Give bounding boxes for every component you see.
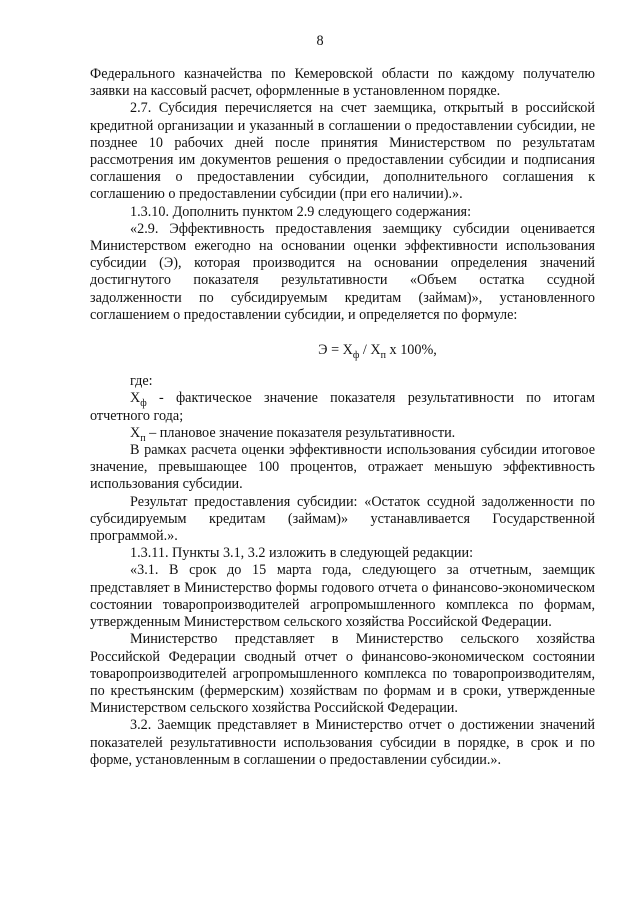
paragraph: Федерального казначейства по Кемеровской области по каждому получателю заявки на кассовый расчет, оформленные в установленном порядке. bbox=[90, 66, 595, 100]
paragraph: «3.1. В срок до 15 марта года, следующего за отчетным, заемщик представляет в Министерство формы годового отчета о финансово-экономическом состоянии товаропроизводителей агропромышленного комплекса по формам, утвержденным Министерством сельского хозяйства Российской Федерации. bbox=[90, 562, 595, 631]
paragraph: В рамках расчета оценки эффективности использования субсидии итоговое значение, превышающее 100 процентов, отражает меньшую эффективность использования субсидии. bbox=[90, 442, 595, 493]
xf-symbol: Х bbox=[130, 390, 141, 407]
paragraph: «2.9. Эффективность предоставления заемщику субсидии оценивается Министерством ежегодно на основании оценки эффективности использования субсидии (Э), которая производится на основании определения значений достигнутого показателя результативности «Объем остатка ссудной задолженности по субсидируемым кредитам (займам)», установленного соглашением о предоставлении субсидии, и определяется по формуле: bbox=[90, 220, 595, 323]
paragraph: Министерство представляет в Министерство сельского хозяйства Российской Федерации сводный отчет о финансово-экономическом состоянии товаропроизводителей агропромышленного комплекса по товаропроизводителям, по крестьянским (фермерским) хозяйствам по формам и в сроки, утвержденные Министерством сельского хозяйства Российской Федерации. bbox=[90, 631, 595, 717]
formula-rhs: х 100%, bbox=[386, 342, 437, 359]
paragraph: 1.3.10. Дополнить пунктом 2.9 следующего содержания: bbox=[130, 203, 472, 220]
paragraph: Результат предоставления субсидии: «Остаток ссудной задолженности по субсидируемым кредитам (займам)» устанавливается Государственной программой.». bbox=[90, 493, 595, 545]
paragraph: 1.3.11. Пункты 3.1, 3.2 изложить в следующей редакции: bbox=[130, 545, 474, 562]
document-body bbox=[90, 66, 595, 769]
formula bbox=[90, 342, 595, 359]
formula-lhs: Э = Х bbox=[318, 342, 353, 359]
definition-xp bbox=[90, 425, 595, 442]
xf-sub: ф bbox=[140, 398, 147, 410]
formula-sub-p: п bbox=[380, 349, 386, 361]
page-number: 8 bbox=[316, 33, 324, 49]
xp-text: – плановое значение показателя результативности. bbox=[145, 424, 456, 441]
paragraph: 3.2. Заемщик представляет в Министерство отчет о достижении значений показателей результативности использования субсидии в порядке, в срок и по форме, установленным в соглашении о предоставлении субсидии.». bbox=[90, 717, 595, 768]
formula-sub-f: ф bbox=[352, 349, 360, 361]
definition-xf bbox=[90, 390, 595, 424]
formula-mid: / Х bbox=[359, 342, 381, 359]
where-label: где: bbox=[130, 373, 153, 390]
paragraph: 2.7. Субсидия перечисляется на счет заемщика, открытый в российской кредитной организации и указанный в соглашении о предоставлении субсидии, не позднее 10 рабочих дней после принятия Министерством по результатам рассмотрения им документов решения о предоставлении субсидии и подписания соглашения о предоставлении субсидии, дополнительного соглашения к соглашению о предоставлении субсидии (при его наличии).». bbox=[90, 100, 595, 203]
xf-text: - фактическое значение показателя результативности по итогам отчетного года; bbox=[90, 390, 595, 424]
xp-symbol: Х bbox=[130, 424, 141, 441]
xp-sub: п bbox=[140, 432, 146, 444]
